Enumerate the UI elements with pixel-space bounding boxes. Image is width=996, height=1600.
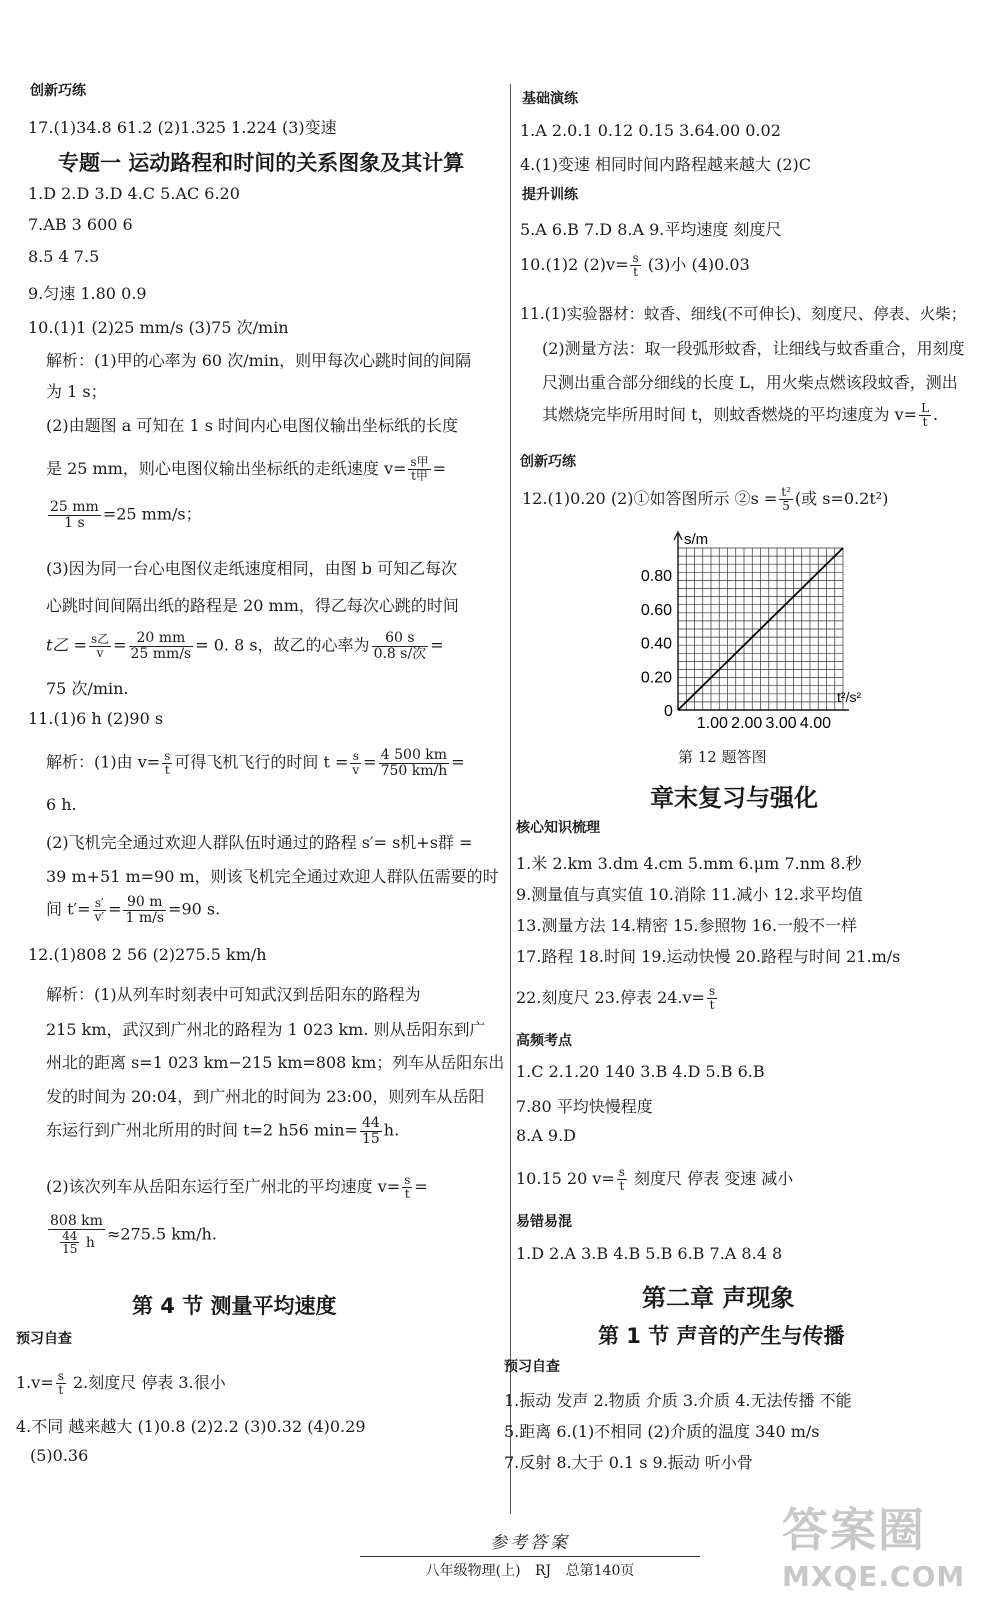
text: 其燃烧完毕所用时间 t，则蚊香燃烧的平均速度为 v= (542, 405, 918, 424)
section-head-preview-2: 预习自查 (504, 1359, 560, 1375)
knowledge-9: 9.测量值与真实值 10.消除 11.减小 12.求平均值 (516, 885, 863, 904)
explain-12-line4: 发的时间为 20:04，到广州北的时间为 23:00，则列车从岳阳 (46, 1087, 485, 1106)
answer-1-6: 1.D 2.D 3.D 4.C 5.AC 6.20 (28, 184, 240, 203)
explain-12-line6 (46, 1174, 428, 1201)
improve-answer-11-line1: 11.(1)实验器材：蚊香、细线(不可伸长)、刻度尺、停表、火柴； (520, 305, 967, 323)
fraction-s-t (617, 1166, 627, 1192)
numerator: L (921, 401, 930, 416)
explain-11-line4: 39 m+51 m=90 m，则该飞机完全通过欢迎人群队伍需要的时 (46, 867, 499, 886)
numerator: s (164, 749, 171, 764)
fraction-s-t (162, 750, 172, 776)
chart-caption: 第 12 题答图 (678, 748, 767, 766)
knowledge-1: 1.米 2.km 3.dm 4.cm 5.mm 6.μm 7.nm 8.秒 (516, 854, 862, 873)
fraction-L-t (919, 402, 931, 428)
frequent-answer-10 (516, 1166, 793, 1193)
frequent-answer-8: 8.A 9.D (516, 1126, 576, 1145)
text: 10.(1)2 (2)v= (520, 255, 629, 274)
text: h. (383, 1120, 400, 1140)
column-divider (510, 84, 511, 1514)
y-axis-label: s/m (684, 531, 709, 548)
frequent-answer-1: 1.C 2.1.20 140 3.B 4.D 5.B 6.B (516, 1062, 765, 1081)
frequent-answer-7: 7.80 平均快慢程度 (516, 1097, 653, 1116)
explain-12-line1: 解析：(1)从列车时刻表中可知武汉到岳阳东的路程为 (46, 985, 421, 1004)
y-tick-label: 0.60 (640, 601, 672, 619)
denominator: v (352, 762, 360, 777)
section-head-improve: 提升训练 (522, 187, 578, 203)
answer-9: 9.匀速 1.80 0.9 (28, 284, 147, 303)
numerator: s (708, 984, 716, 999)
y-tick-label: 0.20 (640, 669, 672, 687)
chart-12 (608, 528, 862, 742)
denominator: v′ (94, 909, 105, 924)
footer-edition: RJ (535, 1563, 552, 1579)
footer-rule (360, 1556, 700, 1557)
answer-7: 7.AB 3 600 6 (28, 215, 133, 234)
sound-answer-5: 5.距离 6.(1)不相同 (2)介质的温度 340 m/s (504, 1422, 820, 1441)
answer-10: 10.(1)1 (2)25 mm/s (3)75 次/min (28, 318, 289, 337)
section-head-preview: 预习自查 (16, 1331, 72, 1347)
denominator: 15 (62, 1242, 78, 1257)
equals: = (414, 1177, 428, 1196)
numerator: s乙 (90, 632, 110, 647)
text: 1.v= (16, 1373, 54, 1392)
watermark-text: 答案圈 (782, 1503, 926, 1557)
footer-page: 总第140页 (565, 1563, 635, 1579)
equals: = (451, 752, 465, 772)
text: (2)该次列车从岳阳东运行至广州北的平均速度 v= (46, 1177, 401, 1196)
numerator: s (350, 750, 361, 764)
text: t乙 = (46, 635, 87, 655)
y-tick-label: 0.80 (640, 568, 672, 585)
chapter-2-title: 第二章 声现象 (642, 1284, 795, 1312)
fraction-44-15 (360, 1116, 382, 1146)
numerator: 4 500 km (379, 748, 450, 764)
denominator: t (164, 762, 170, 777)
explain-10-line9: 75 次/min. (46, 679, 129, 698)
denominator: 25 mm/s (130, 645, 192, 662)
explain-12-line2: 215 km，武汉到广州北的路程为 1 023 km. 则从岳阳东到广 (46, 1020, 486, 1039)
denominator: 1 m/s (125, 909, 165, 926)
answer-17: 17.(1)34.8 61.2 (2)1.325 1.224 (3)变速 (28, 118, 337, 137)
explain-10-line6: (3)因为同一台心电图仪走纸速度相同，由图 b 可知乙每次 (46, 559, 458, 578)
fraction-sp-vp (93, 897, 107, 923)
x-tick-label: 1.00 (696, 715, 728, 732)
denominator: t (922, 415, 928, 429)
numerator: t² (781, 485, 791, 500)
fraction-s-t (56, 1370, 66, 1396)
chapter-2-section-1-title: 第 1 节 声音的产生与传播 (598, 1324, 845, 1348)
footer-grade: 八年级物理(上) (425, 1563, 521, 1579)
fraction-90m (123, 895, 166, 925)
footer-info (360, 1560, 700, 1580)
x-tick-label: 3.00 (765, 715, 797, 732)
denominator: t (619, 1179, 625, 1193)
text: 是 25 mm，则心电图仪输出坐标纸的走纸速度 v= (46, 459, 407, 478)
section-head-core-knowledge: 核心知识梳理 (516, 820, 600, 836)
text: (3)小 (4)0.03 (647, 255, 750, 274)
text: 东运行到广州北所用的时间 t=2 h56 min= (46, 1120, 358, 1140)
numerator: 44 (361, 1115, 380, 1131)
footer-label: 参考答案 (490, 1533, 570, 1553)
text: 10.15 20 v= (516, 1169, 615, 1188)
text: 2.刻度尺 停表 3.很小 (72, 1373, 226, 1392)
basic-answer-4: 4.(1)变速 相同时间内路程越来越大 (2)C (520, 155, 812, 174)
improve-answer-10 (520, 252, 750, 279)
text: 间 t′= (46, 899, 91, 919)
explain-11-line2: 6 h. (46, 795, 77, 814)
fraction-808km (48, 1214, 105, 1256)
chapter-review-title: 章末复习与强化 (650, 784, 818, 812)
preview-answer-1 (16, 1370, 226, 1397)
fraction-s-v (350, 750, 361, 776)
fraction-20mm (129, 631, 194, 661)
text: 解析：(1)由 v= (46, 752, 161, 772)
numerator: 808 km (50, 1213, 103, 1229)
denominator: t (633, 265, 638, 279)
denominator: 15 (361, 1130, 380, 1147)
answer-11: 11.(1)6 h (2)90 s (28, 709, 164, 728)
explain-10-line1: 解析：(1)甲的心率为 60 次/min，则甲每次心跳时间的间隔 (46, 351, 472, 370)
text: 刻度尺 停表 变速 减小 (634, 1169, 794, 1188)
denominator: v (96, 645, 104, 660)
numerator: s (618, 1165, 625, 1180)
numerator: s (404, 1173, 411, 1188)
numerator: s (632, 251, 639, 266)
x-axis-label: t²/s² (837, 689, 862, 705)
numerator: 25 mm (50, 499, 99, 515)
knowledge-22 (516, 985, 719, 1012)
answer-8: 8.5 4 7.5 (28, 247, 100, 266)
text: = 0. 8 s，故乙的心率为 (195, 635, 370, 655)
numerator: s′ (93, 897, 107, 911)
improve-answer-11-line2: (2)测量方法：取一段弧形蚊香，让细线与蚊香重合，用刻度 (542, 339, 965, 358)
numerator: 60 s (372, 631, 429, 647)
innovation-answer-12 (522, 486, 888, 513)
equals: = (430, 635, 444, 655)
preview-answer-4: 4.不同 越来越大 (1)0.8 (2)2.2 (3)0.32 (4)0.29 (16, 1417, 366, 1436)
fraction-s-yi (89, 633, 111, 659)
improve-answer-11-line3: 尺测出重合部分细线的长度 L，用火柴点燃该段蚊香，测出 (542, 373, 958, 392)
denominator: t甲 (411, 469, 428, 483)
sound-answer-7: 7.反射 8.大于 0.1 s 9.振动 听小骨 (504, 1453, 753, 1472)
section-head-innovation: 创新巧练 (30, 83, 86, 99)
equals: = (113, 635, 127, 655)
x-tick-label: 4.00 (799, 715, 832, 732)
unit: h (85, 1234, 95, 1251)
text: 可得飞机飞行的时间 t = (174, 752, 349, 772)
equals: = (363, 752, 377, 772)
knowledge-13: 13.测量方法 14.精密 15.参照物 16.一般不一样 (516, 916, 858, 935)
improve-answer-5: 5.A 6.B 7.D 8.A 9.平均速度 刻度尺 (520, 220, 782, 239)
fraction-4500km (379, 748, 450, 778)
text: =90 s. (168, 899, 221, 919)
fraction-44-15-inner (60, 1230, 79, 1256)
explain-10-line3: (2)由题图 a 可知在 1 s 时间内心电图仪输出坐标纸的长度 (46, 416, 459, 435)
text: 22.刻度尺 23.停表 24.v= (516, 988, 705, 1007)
y-tick-label: 0.40 (640, 635, 672, 653)
improve-answer-11-line4: 其燃烧完毕所用时间 t，则蚊香燃烧的平均速度为 v= $\frac{L}{t}$ . (542, 401, 939, 429)
numerator: s甲 (410, 455, 429, 470)
numerator: 44 (62, 1228, 78, 1243)
explain-10-line4 (46, 456, 446, 483)
section-head-basic: 基础演练 (522, 91, 578, 107)
text: =25 mm/s； (102, 504, 202, 524)
explain-12-line3: 州北的距离 s=1 023 km−215 km=808 km；列车从岳阳东出 (46, 1053, 505, 1072)
explain-10-line8 (46, 631, 444, 661)
fraction-speed-jia (408, 456, 430, 482)
origin-label: 0 (664, 703, 673, 720)
fraction-25mm (48, 500, 101, 530)
text: (或 s=0.2t²) (794, 489, 889, 508)
text: ≈275.5 km/h. (106, 1224, 217, 1244)
denominator: t (709, 998, 715, 1012)
answer-12: 12.(1)808 2 56 (2)275.5 km/h (28, 945, 267, 964)
section-head-mistakes: 易错易混 (516, 1214, 572, 1230)
topic-title: 专题一 运动路程和时间的关系图象及其计算 (58, 151, 465, 175)
numerator: 90 m (123, 895, 166, 911)
denominator: 0.8 s/次 (373, 645, 427, 662)
explain-10-line7: 心跳时间间隔出纸的路程是 20 mm，得乙每次心跳的时间 (46, 596, 459, 615)
basic-answer-1: 1.A 2.0.1 0.12 0.15 3.64.00 0.02 (520, 121, 781, 140)
equals: = (432, 459, 446, 478)
mistakes-answer-1: 1.D 2.A 3.B 4.B 5.B 6.B 7.A 8.4 8 (516, 1244, 783, 1263)
explain-12-line7 (46, 1214, 217, 1256)
fraction-60s (372, 631, 429, 661)
sound-answer-1: 1.振动 发声 2.物质 介质 3.介质 4.无法传播 不能 (504, 1391, 852, 1410)
fraction-t2-5 (779, 486, 793, 512)
text: 12.(1)0.20 (2)①如答图所示 ②s = (522, 489, 778, 508)
explain-11-line3: (2)飞机完全通过欢迎人群队伍时通过的路程 s′= s机+s群 = (46, 833, 473, 852)
explain-10-line5 (46, 500, 202, 530)
preview-answer-4-5: (5)0.36 (30, 1446, 89, 1465)
denominator: t (58, 1383, 64, 1397)
denominator: 750 km/h (380, 762, 448, 779)
fraction-s-t (630, 252, 640, 278)
numerator: s (57, 1369, 64, 1384)
section-head-innovation-2: 创新巧练 (520, 454, 576, 470)
explain-10-line2: 为 1 s； (46, 382, 107, 401)
denominator: t (404, 1187, 410, 1201)
denominator (48, 1230, 105, 1256)
fraction-s-t (707, 985, 717, 1011)
equals: = (108, 899, 122, 919)
explain-11-line1 (46, 748, 465, 778)
denominator: 1 s (64, 514, 85, 531)
numerator: 20 mm (129, 631, 194, 647)
page-footer (360, 1528, 700, 1580)
fraction-s-t (402, 1174, 412, 1200)
section-head-frequent: 高频考点 (516, 1033, 572, 1049)
knowledge-17: 17.路程 18.时间 19.运动快慢 20.路程与时间 21.m/s (516, 947, 901, 966)
denominator: 5 (782, 499, 790, 513)
explain-12-line5 (46, 1116, 399, 1146)
explain-11-line5 (46, 895, 220, 925)
watermark-logo (782, 1494, 982, 1593)
watermark-url: MXQE.COM (782, 1560, 966, 1593)
section-4-title: 第 4 节 测量平均速度 (132, 1294, 337, 1318)
x-tick-label: 2.00 (731, 715, 763, 732)
